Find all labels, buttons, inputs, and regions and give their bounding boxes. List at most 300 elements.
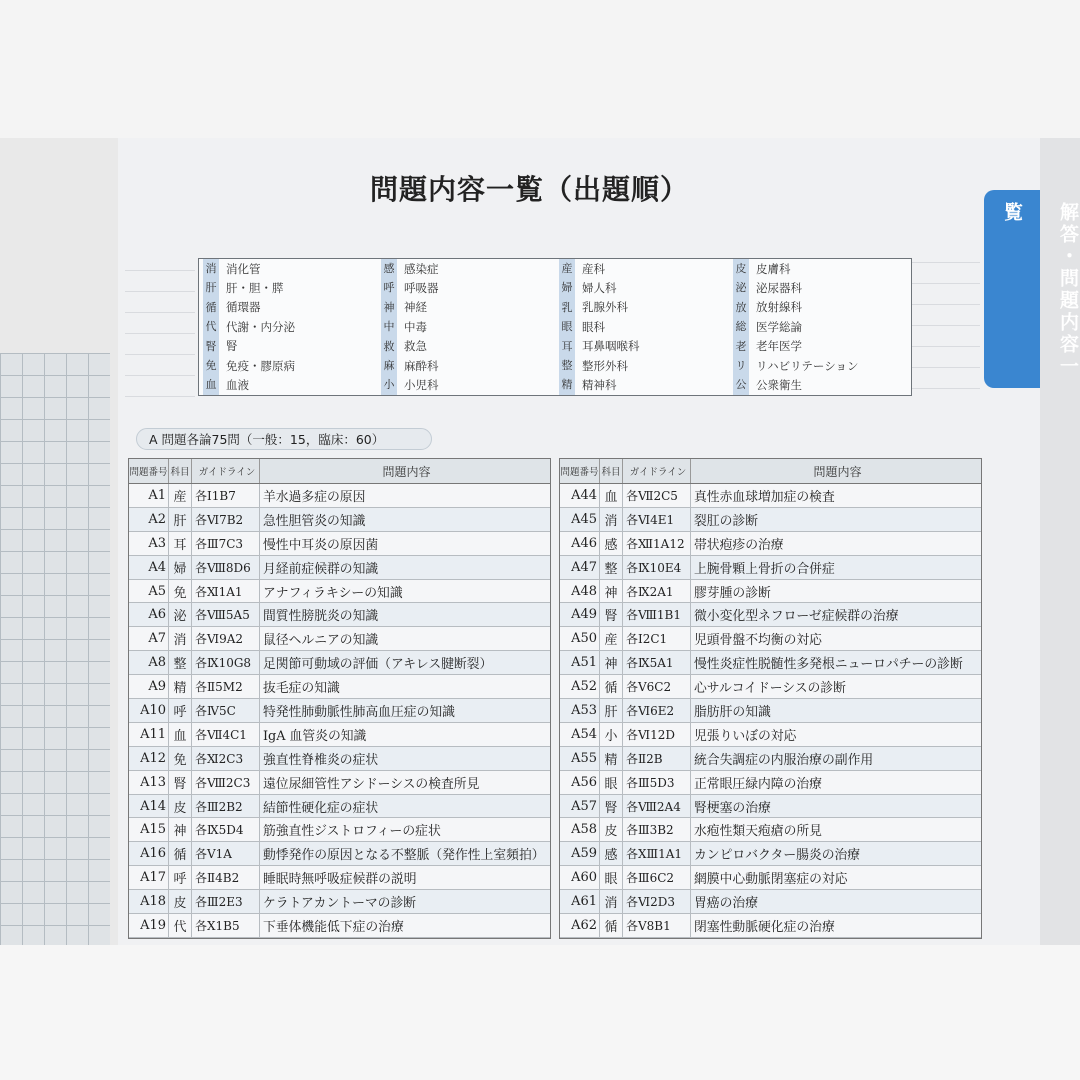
question-number: A57: [560, 795, 600, 818]
question-number: A3: [129, 532, 169, 555]
question-subject: 精: [169, 675, 192, 698]
question-subject: 循: [600, 914, 623, 937]
legend-item: [381, 278, 439, 297]
legend-subject-name: 代謝・内分泌: [226, 319, 295, 334]
question-subject: 消: [600, 508, 623, 531]
question-number: A49: [560, 603, 600, 626]
question-number: A18: [129, 890, 169, 913]
legend-item: [559, 317, 640, 336]
legend-subject-name: 老年医学: [756, 339, 802, 354]
table-row: [560, 532, 981, 556]
question-content: 心サルコイドーシスの診断: [694, 681, 846, 697]
question-guideline: 各Ⅱ4B2: [192, 866, 260, 889]
question-guideline: 各Ⅸ5D4: [192, 818, 260, 841]
question-guideline: 各Ⅶ4C1: [192, 723, 260, 746]
table-row: [560, 723, 981, 747]
legend-subject-name: 乳腺外科: [582, 300, 628, 315]
question-number: A11: [129, 723, 169, 746]
legend-item: [203, 317, 295, 336]
question-subject: 皮: [600, 818, 623, 841]
legend-item: [559, 337, 640, 356]
table-row: [560, 603, 981, 627]
question-subject: 血: [600, 484, 623, 507]
legend-item: [733, 259, 858, 278]
legend-subject-name: 公衆衛生: [756, 378, 802, 393]
question-content: 真性赤血球増加症の検査: [694, 489, 835, 505]
legend-abbreviation: 泌: [733, 278, 749, 297]
question-guideline: 各Ⅱ2B: [623, 747, 691, 770]
question-content: 膠芽腫の診断: [694, 585, 771, 601]
question-guideline: 各Ⅵ6E2: [623, 699, 691, 722]
question-guideline: 各Ⅵ12D: [623, 723, 691, 746]
legend-item: [733, 298, 858, 317]
table-row: [129, 771, 550, 795]
question-content: 水疱性類天疱瘡の所見: [694, 824, 822, 840]
question-content: ケラトアカントーマの診断: [263, 896, 417, 912]
question-guideline: 各Ⅸ10G8: [192, 651, 260, 674]
question-content: 網膜中心動脈閉塞症の対応: [694, 872, 848, 888]
legend-subject-name: 腎: [226, 339, 238, 354]
question-guideline: 各Ⅴ6C2: [623, 675, 691, 698]
table-row: [129, 699, 550, 723]
question-content: 間質性膀胱炎の知識: [263, 609, 379, 625]
legend-abbreviation: 放: [733, 298, 749, 317]
legend-item: [733, 337, 858, 356]
table-row: [129, 484, 550, 508]
legend-item: [381, 317, 439, 336]
question-number: A44: [560, 484, 600, 507]
legend-abbreviation: 公: [733, 375, 749, 394]
question-guideline: 各Ⅵ7B2: [192, 508, 260, 531]
legend-item: [203, 298, 295, 317]
table-row: [560, 675, 981, 699]
question-content: 正常眼圧緑内障の治療: [694, 776, 822, 792]
legend-subject-name: リハビリテーション: [756, 358, 859, 373]
legend-subject-name: 放射線科: [756, 300, 802, 315]
question-number: A60: [560, 866, 600, 889]
question-content: 下垂体機能低下症の治療: [263, 919, 404, 935]
question-table-right: [559, 458, 982, 939]
question-number: A19: [129, 914, 169, 937]
legend-abbreviation: 血: [203, 375, 219, 394]
question-guideline: 各Ⅺ1A1: [192, 580, 260, 603]
question-content: 児張りいぼの対応: [694, 728, 797, 744]
table-row: [560, 747, 981, 771]
legend-item: [559, 278, 640, 297]
table-header: [560, 459, 981, 484]
left-page-grid: [0, 353, 110, 953]
question-guideline: 各Ⅰ1B7: [192, 484, 260, 507]
legend-abbreviation: 精: [559, 375, 575, 394]
header-guideline: ガイドライン: [192, 459, 260, 483]
legend-item: [733, 317, 858, 336]
legend-subject-name: 眼科: [582, 319, 605, 334]
legend-abbreviation: 中: [381, 317, 397, 336]
legend-abbreviation: 呼: [381, 278, 397, 297]
question-subject: 産: [169, 484, 192, 507]
table-row: [129, 795, 550, 819]
legend-column: [381, 259, 439, 395]
question-subject: 感: [600, 842, 623, 865]
question-number: A46: [560, 532, 600, 555]
table-row: [560, 914, 981, 938]
legend-item: [381, 259, 439, 278]
legend-abbreviation: 総: [733, 317, 749, 336]
legend-item: [381, 337, 439, 356]
question-content: 月経前症候群の知識: [263, 561, 379, 577]
header-subject: 科目: [169, 459, 192, 483]
question-number: A4: [129, 556, 169, 579]
question-subject: 代: [169, 914, 192, 937]
question-number: A5: [129, 580, 169, 603]
question-number: A59: [560, 842, 600, 865]
question-content: 遠位尿細管性アシドーシスの検査所見: [263, 776, 480, 792]
question-content: 腎梗塞の治療: [694, 800, 771, 816]
table-row: [129, 818, 550, 842]
legend-item: [559, 259, 640, 278]
header-content: 問題内容: [382, 464, 431, 479]
question-subject: 耳: [169, 532, 192, 555]
legend-abbreviation: 循: [203, 298, 219, 317]
question-guideline: 各Ⅵ9A2: [192, 627, 260, 650]
question-subject: 泌: [169, 603, 192, 626]
table-row: [129, 532, 550, 556]
question-subject: 皮: [169, 795, 192, 818]
table-row: [560, 842, 981, 866]
legend-abbreviation: 救: [381, 337, 397, 356]
table-row: [129, 508, 550, 532]
table-row: [560, 508, 981, 532]
question-guideline: 各Ⅸ5A1: [623, 651, 691, 674]
legend-subject-name: 医学総論: [756, 319, 802, 334]
question-guideline: 各Ⅵ2D3: [623, 890, 691, 913]
legend-item: [203, 278, 295, 297]
legend-subject-name: 精神科: [582, 378, 617, 393]
question-number: A16: [129, 842, 169, 865]
table-row: [560, 627, 981, 651]
table-row: [560, 484, 981, 508]
header-content: 問題内容: [813, 464, 862, 479]
legend-abbreviation: 麻: [381, 356, 397, 375]
table-row: [560, 699, 981, 723]
question-subject: 眼: [600, 771, 623, 794]
legend-item: [203, 259, 295, 278]
question-subject: 小: [600, 723, 623, 746]
table-row: [129, 890, 550, 914]
subject-abbreviation-legend: [198, 258, 912, 396]
question-content: 慢性中耳炎の原因菌: [263, 537, 379, 553]
question-number: A45: [560, 508, 600, 531]
question-content: 動悸発作の原因となる不整脈（発作性上室頻拍）: [263, 848, 545, 864]
question-table-left: [128, 458, 551, 939]
table-row: [560, 890, 981, 914]
legend-column: [559, 259, 640, 395]
legend-abbreviation: 皮: [733, 259, 749, 278]
question-content: 帯状疱疹の治療: [694, 537, 784, 553]
question-content: 統合失調症の内服治療の副作用: [694, 752, 874, 768]
header-guideline: ガイドライン: [623, 459, 691, 483]
side-index-tab: [984, 190, 1079, 388]
question-guideline: 各Ⅱ5M2: [192, 675, 260, 698]
side-index-label: 解答・問題内容一覧: [1001, 202, 1079, 378]
legend-item: [559, 298, 640, 317]
question-subject: 肝: [600, 699, 623, 722]
question-guideline: 各Ⅸ2A1: [623, 580, 691, 603]
legend-column: [203, 259, 295, 395]
legend-subject-name: 整形外科: [582, 358, 628, 373]
table-row: [560, 580, 981, 604]
legend-subject-name: 麻酔科: [404, 358, 439, 373]
legend-abbreviation: 老: [733, 337, 749, 356]
legend-subject-name: 婦人科: [582, 281, 617, 296]
question-content: 裂肛の診断: [694, 513, 758, 529]
question-guideline: 各Ⅴ1A: [192, 842, 260, 865]
question-content: 慢性炎症性脱髄性多発根ニューロパチーの診断: [694, 657, 963, 673]
question-guideline: 各Ⅲ5D3: [623, 771, 691, 794]
legend-abbreviation: 腎: [203, 337, 219, 356]
question-number: A6: [129, 603, 169, 626]
question-subject: 眼: [600, 866, 623, 889]
legend-subject-name: 耳鼻咽喉科: [582, 339, 640, 354]
question-number: A50: [560, 627, 600, 650]
question-subject: 消: [600, 890, 623, 913]
question-guideline: 各Ⅻ1A12: [623, 532, 691, 555]
question-subject: 血: [169, 723, 192, 746]
legend-subject-name: 皮膚科: [756, 261, 791, 276]
table-row: [129, 675, 550, 699]
question-content: 特発性肺動脈性肺高血圧症の知識: [263, 704, 455, 720]
table-row: [129, 627, 550, 651]
question-guideline: 各Ⅶ2C5: [623, 484, 691, 507]
question-content: 鼠径ヘルニアの知識: [263, 633, 379, 649]
legend-abbreviation: 耳: [559, 337, 575, 356]
question-content: 閉塞性動脈硬化症の治療: [694, 919, 835, 935]
table-row: [129, 866, 550, 890]
legend-item: [733, 278, 858, 297]
background-surface-top: [0, 0, 1080, 138]
question-subject: 腎: [169, 771, 192, 794]
legend-abbreviation: 免: [203, 356, 219, 375]
question-content: 微小変化型ネフローゼ症候群の治療: [694, 609, 899, 625]
legend-abbreviation: 小: [381, 375, 397, 394]
question-number: A2: [129, 508, 169, 531]
question-subject: 神: [600, 651, 623, 674]
question-content: 結節性硬化症の症状: [263, 800, 379, 816]
question-guideline: 各Ⅰ2C1: [623, 627, 691, 650]
legend-abbreviation: 消: [203, 259, 219, 278]
left-page: [0, 138, 118, 945]
question-guideline: 各Ⅴ8B1: [623, 914, 691, 937]
legend-abbreviation: 代: [203, 317, 219, 336]
question-subject: 整: [169, 651, 192, 674]
question-number: A51: [560, 651, 600, 674]
question-guideline: 各Ⅷ8D6: [192, 556, 260, 579]
question-content: 抜毛症の知識: [263, 681, 340, 697]
table-row: [560, 818, 981, 842]
table-row: [129, 723, 550, 747]
question-content: カンピロバクター腸炎の治療: [694, 848, 861, 864]
legend-item: [559, 375, 640, 394]
background-surface-bottom: [0, 945, 1080, 1080]
question-number: A62: [560, 914, 600, 937]
question-guideline: 各Ⅳ5C: [192, 699, 260, 722]
legend-abbreviation: 神: [381, 298, 397, 317]
question-subject: 呼: [169, 866, 192, 889]
question-number: A10: [129, 699, 169, 722]
legend-item: [559, 356, 640, 375]
legend-column: [733, 259, 858, 395]
question-content: IgA 血管炎の知識: [263, 728, 367, 744]
legend-abbreviation: 産: [559, 259, 575, 278]
question-number: A56: [560, 771, 600, 794]
question-subject: 免: [169, 580, 192, 603]
question-content: 足関節可動域の評価（アキレス腱断裂）: [263, 657, 493, 673]
legend-subject-name: 救急: [404, 339, 427, 354]
bleed-through-lines: [905, 262, 980, 402]
question-content: 羊水過多症の原因: [263, 489, 366, 505]
header-subject: 科目: [600, 459, 623, 483]
question-guideline: 各Ⅲ2E3: [192, 890, 260, 913]
legend-item: [203, 356, 295, 375]
question-guideline: 各Ⅲ3B2: [623, 818, 691, 841]
legend-subject-name: 神経: [404, 300, 427, 315]
question-subject: 循: [600, 675, 623, 698]
question-number: A52: [560, 675, 600, 698]
question-subject: 皮: [169, 890, 192, 913]
question-subject: 循: [169, 842, 192, 865]
question-guideline: 各Ⅷ2C3: [192, 771, 260, 794]
question-content: 胃癌の治療: [694, 896, 758, 912]
question-subject: 精: [600, 747, 623, 770]
question-number: A48: [560, 580, 600, 603]
question-number: A14: [129, 795, 169, 818]
table-row: [129, 603, 550, 627]
legend-abbreviation: 眼: [559, 317, 575, 336]
question-number: A13: [129, 771, 169, 794]
question-guideline: 各Ⅹ1B5: [192, 914, 260, 937]
table-row: [560, 556, 981, 580]
legend-abbreviation: 婦: [559, 278, 575, 297]
legend-abbreviation: リ: [733, 356, 749, 375]
question-content: アナフィラキシーの知識: [263, 585, 403, 601]
table-row: [560, 795, 981, 819]
question-number: A12: [129, 747, 169, 770]
question-number: A7: [129, 627, 169, 650]
question-guideline: 各Ⅷ5A5: [192, 603, 260, 626]
legend-subject-name: 循環器: [226, 300, 261, 315]
bleed-through-lines: [125, 270, 195, 400]
question-content: 強直性脊椎炎の症状: [263, 752, 379, 768]
legend-subject-name: 肝・胆・膵: [226, 281, 284, 296]
table-row: [129, 747, 550, 771]
question-guideline: 各Ⅸ10E4: [623, 556, 691, 579]
legend-subject-name: 消化管: [226, 261, 261, 276]
question-content: 睡眠時無呼吸症候群の説明: [263, 872, 417, 888]
legend-subject-name: 呼吸器: [404, 281, 439, 296]
table-row: [129, 914, 550, 938]
question-number: A15: [129, 818, 169, 841]
question-guideline: 各Ⅵ4E1: [623, 508, 691, 531]
question-number: A53: [560, 699, 600, 722]
question-number: A1: [129, 484, 169, 507]
question-number: A8: [129, 651, 169, 674]
legend-subject-name: 産科: [582, 261, 605, 276]
question-guideline: 各Ⅲ7C3: [192, 532, 260, 555]
question-content: 筋強直性ジストロフィーの症状: [263, 824, 441, 840]
question-subject: 腎: [600, 795, 623, 818]
legend-subject-name: 免疫・膠原病: [226, 358, 295, 373]
question-guideline: 各Ⅷ1B1: [623, 603, 691, 626]
question-guideline: 各Ⅺ2C3: [192, 747, 260, 770]
question-number: A17: [129, 866, 169, 889]
legend-abbreviation: 感: [381, 259, 397, 278]
header-number: 問題番号: [560, 459, 600, 483]
legend-subject-name: 小児科: [404, 378, 439, 393]
table-header: [129, 459, 550, 484]
table-caption: A 問題各論75問（一般：15，臨床：60）: [136, 428, 432, 450]
question-content: 児頭骨盤不均衡の対応: [694, 633, 822, 649]
question-guideline: 各Ⅲ6C2: [623, 866, 691, 889]
legend-item: [733, 375, 858, 394]
question-subject: 腎: [600, 603, 623, 626]
question-guideline: 各Ⅲ2B2: [192, 795, 260, 818]
question-subject: 呼: [169, 699, 192, 722]
question-number: A54: [560, 723, 600, 746]
question-guideline: 各Ⅷ2A4: [623, 795, 691, 818]
table-row: [560, 771, 981, 795]
question-number: A58: [560, 818, 600, 841]
table-row: [560, 651, 981, 675]
question-subject: 神: [169, 818, 192, 841]
table-row: [129, 842, 550, 866]
question-content: 脂肪肝の知識: [694, 704, 771, 720]
question-number: A47: [560, 556, 600, 579]
question-subject: 消: [169, 627, 192, 650]
question-subject: 感: [600, 532, 623, 555]
question-number: A55: [560, 747, 600, 770]
question-subject: 婦: [169, 556, 192, 579]
legend-subject-name: 泌尿器科: [756, 281, 802, 296]
legend-subject-name: 血液: [226, 378, 249, 393]
legend-abbreviation: 整: [559, 356, 575, 375]
legend-item: [733, 356, 858, 375]
question-number: A9: [129, 675, 169, 698]
legend-item: [381, 298, 439, 317]
question-number: A61: [560, 890, 600, 913]
page-title: 問題内容一覧（出題順）: [370, 173, 690, 206]
question-guideline: 各ⅩⅢ1A1: [623, 842, 691, 865]
legend-item: [203, 337, 295, 356]
table-row: [129, 556, 550, 580]
legend-item: [203, 375, 295, 394]
question-subject: 整: [600, 556, 623, 579]
question-subject: 免: [169, 747, 192, 770]
question-subject: 肝: [169, 508, 192, 531]
question-subject: 神: [600, 580, 623, 603]
table-row: [560, 866, 981, 890]
legend-abbreviation: 肝: [203, 278, 219, 297]
question-content: 上腕骨顆上骨折の合併症: [694, 561, 835, 577]
legend-item: [381, 356, 439, 375]
header-number: 問題番号: [129, 459, 169, 483]
table-row: [129, 580, 550, 604]
legend-abbreviation: 乳: [559, 298, 575, 317]
legend-subject-name: 中毒: [404, 319, 427, 334]
question-content: 急性胆管炎の知識: [263, 513, 366, 529]
legend-subject-name: 感染症: [404, 261, 439, 276]
legend-item: [381, 375, 439, 394]
table-row: [129, 651, 550, 675]
